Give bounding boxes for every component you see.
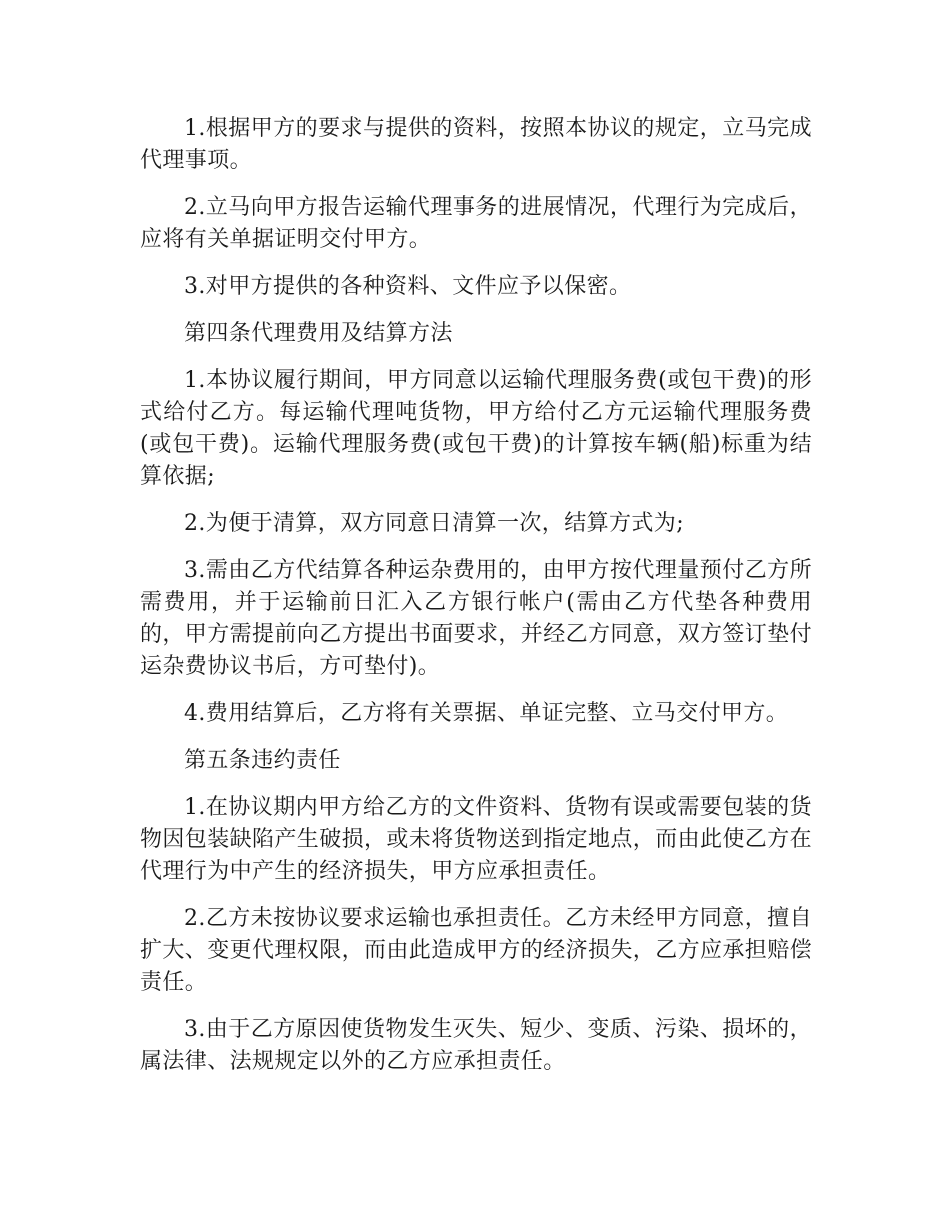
clause-item-3: 3.对甲方提供的各种资料、文件应予以保密。 <box>184 274 632 299</box>
article-4-item-3: 3.需由乙方代结算各种运杂费用的，由甲方按代理量预付乙方所需费用，并于运输前日汇入乙方银行帐户(需由乙方代垫各种费用的，甲方需提前向乙方提出书面要求，并经乙方同意，双方签订垫付运杂费协议书后，方可垫付)。 <box>140 558 813 679</box>
article-5-item-1: 1.在协议期内甲方给乙方的文件资料、货物有误或需要包装的货物因包装缺陷产生破损，或未将货物送到指定地点，而由此使乙方在代理行为中产生的经济损失，甲方应承担责任。 <box>140 795 813 884</box>
article-4-item-1: 1.本协议履行期间，甲方同意以运输代理服务费(或包干费)的形式给付乙方。每运输代理吨货物，甲方给付乙方元运输代理服务费(或包干费)。运输代理服务费(或包干费)的计算按车辆(船)标重为结算依据; <box>140 368 812 489</box>
article-4-item-2: 2.为便于清算，双方同意日清算一次，结算方式为; <box>184 511 685 536</box>
article-5-item-2: 2.乙方未按协议要求运输也承担责任。乙方未经甲方同意，擅自扩大、变更代理权限，而由此造成甲方的经济损失，乙方应承担赔偿责任。 <box>140 906 813 995</box>
section-heading-article-4: 第四条代理费用及结算方法 <box>184 321 453 346</box>
section-heading-article-5: 第五条违约责任 <box>184 748 341 773</box>
article-4-item-4: 4.费用结算后，乙方将有关票据、单证完整、立马交付甲方。 <box>184 701 789 726</box>
clause-item-2: 2.立马向甲方报告运输代理事务的进展情况，代理行为完成后，应将有关单据证明交付甲方。 <box>140 195 812 252</box>
article-5-item-3: 3.由于乙方原因使货物发生灭失、短少、变质、污染、损坏的，属法律、法规规定以外的乙方应承担责任。 <box>140 1017 812 1074</box>
clause-item-1: 1.根据甲方的要求与提供的资料，按照本协议的规定，立马完成代理事项。 <box>140 116 812 173</box>
document-page <box>140 113 812 1093</box>
